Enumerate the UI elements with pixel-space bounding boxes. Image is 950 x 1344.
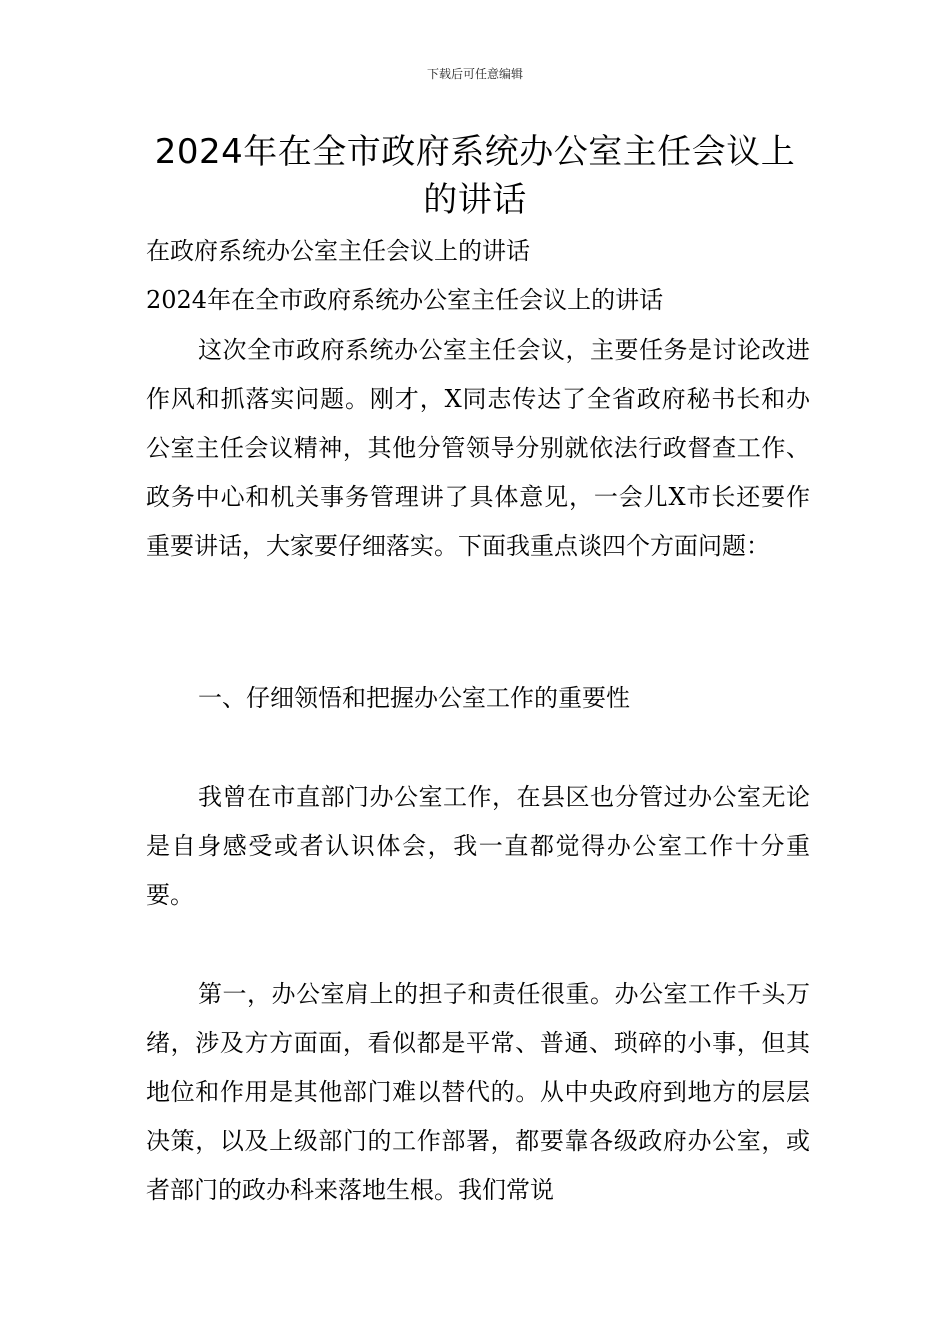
paragraph-first-point: 第一，办公室肩上的担子和责任很重。办公室工作千头万绪，涉及方方面面，看似都是平常、普通、琐碎的小事，但其地位和作用是其他部门难以替代的。从中央政府到地方的层层决策，以及上级部门的工作部署，都要靠各级政府办公室，或者部门的政办科来落地生根。我们常说 — [146, 980, 810, 1204]
document-title: 2024年在全市政府系统办公室主任会议上的讲话 — [154, 132, 796, 220]
subtitle-line-1: 在政府系统办公室主任会议上的讲话 — [146, 237, 530, 265]
paragraph-experience: 我曾在市直部门办公室工作，在县区也分管过办公室无论是自身感受或者认识体会，我一直都觉得办公室工作十分重要。 — [146, 783, 810, 909]
header-note: 下载后可任意编辑 — [426, 67, 523, 81]
subtitle-line-2: 2024年在全市政府系统办公室主任会议上的讲话 — [146, 286, 664, 314]
section-heading-1: 一、仔细领悟和把握办公室工作的重要性 — [198, 684, 630, 712]
paragraph-intro: 这次全市政府系统办公室主任会议，主要任务是讨论改进作风和抓落实问题。刚才，X同志传达了全省政府秘书长和办公室主任会议精神，其他分管领导分别就依法行政督查工作、政务中心和机关事务管理讲了具体意见，一会儿X市长还要作重要讲话，大家要仔细落实。下面我重点谈四个方面问题： — [146, 336, 810, 560]
